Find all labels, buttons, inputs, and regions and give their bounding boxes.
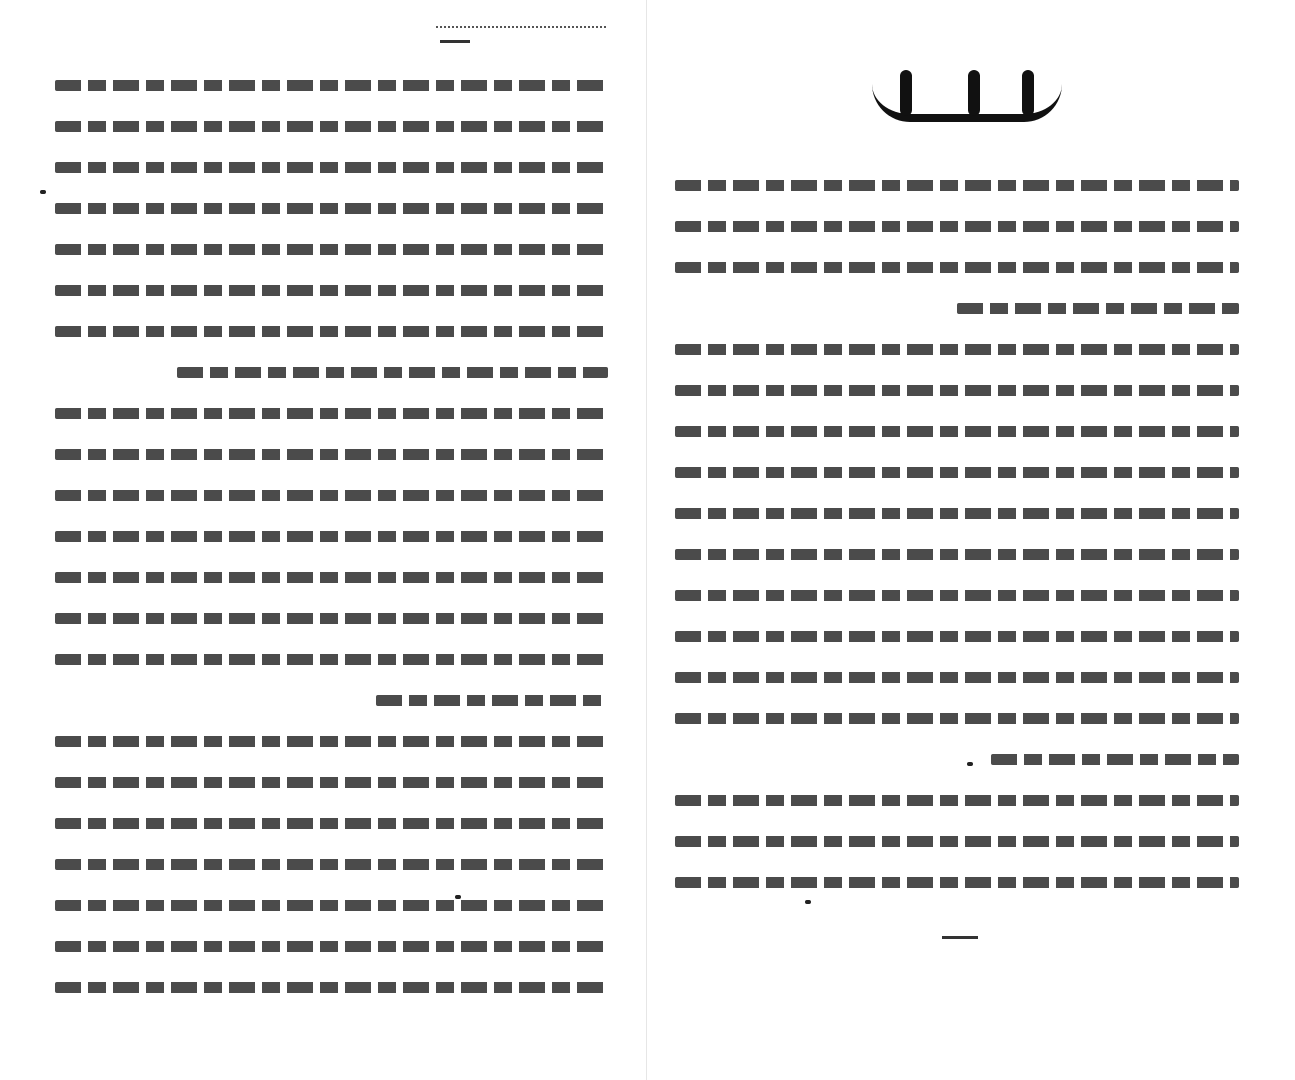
text-line xyxy=(55,80,608,91)
text-line xyxy=(55,490,608,501)
text-line xyxy=(55,203,608,214)
text-line xyxy=(55,326,608,337)
scan-speck xyxy=(40,190,46,194)
text-line xyxy=(55,613,608,624)
right-page xyxy=(647,0,1294,1080)
text-line xyxy=(675,836,1239,847)
text-line xyxy=(55,654,608,665)
text-line xyxy=(55,818,608,829)
running-head-mark xyxy=(436,26,606,30)
left-page-body xyxy=(55,80,608,1023)
text-line xyxy=(675,467,1239,478)
text-line xyxy=(55,531,608,542)
scan-speck xyxy=(805,900,811,904)
text-line xyxy=(55,572,608,583)
text-line xyxy=(675,180,1239,191)
text-line xyxy=(991,754,1239,765)
text-line xyxy=(376,695,608,706)
text-line xyxy=(55,859,608,870)
text-line xyxy=(675,590,1239,601)
text-line xyxy=(957,303,1239,314)
text-line xyxy=(675,221,1239,232)
text-line xyxy=(55,162,608,173)
scan-speck xyxy=(967,762,973,766)
text-line xyxy=(675,549,1239,560)
text-line xyxy=(675,385,1239,396)
text-line xyxy=(177,367,608,378)
text-line xyxy=(55,449,608,460)
text-line xyxy=(675,631,1239,642)
text-line xyxy=(675,426,1239,437)
text-line xyxy=(675,262,1239,273)
text-line xyxy=(55,244,608,255)
text-line xyxy=(675,877,1239,888)
left-page xyxy=(0,0,647,1080)
scan-speck xyxy=(455,895,461,899)
text-line xyxy=(675,795,1239,806)
text-line xyxy=(675,508,1239,519)
text-line xyxy=(55,900,608,911)
text-line xyxy=(55,285,608,296)
text-line xyxy=(55,121,608,132)
left-page-header xyxy=(60,22,606,54)
text-line xyxy=(675,713,1239,724)
right-page-body xyxy=(675,180,1239,918)
text-line xyxy=(55,982,608,993)
text-line xyxy=(55,941,608,952)
text-line xyxy=(55,777,608,788)
text-line xyxy=(675,672,1239,683)
text-line xyxy=(675,344,1239,355)
text-line xyxy=(55,408,608,419)
bottom-page-number-mark xyxy=(942,920,978,939)
text-line xyxy=(55,736,608,747)
chapter-title-mark xyxy=(872,70,1062,132)
